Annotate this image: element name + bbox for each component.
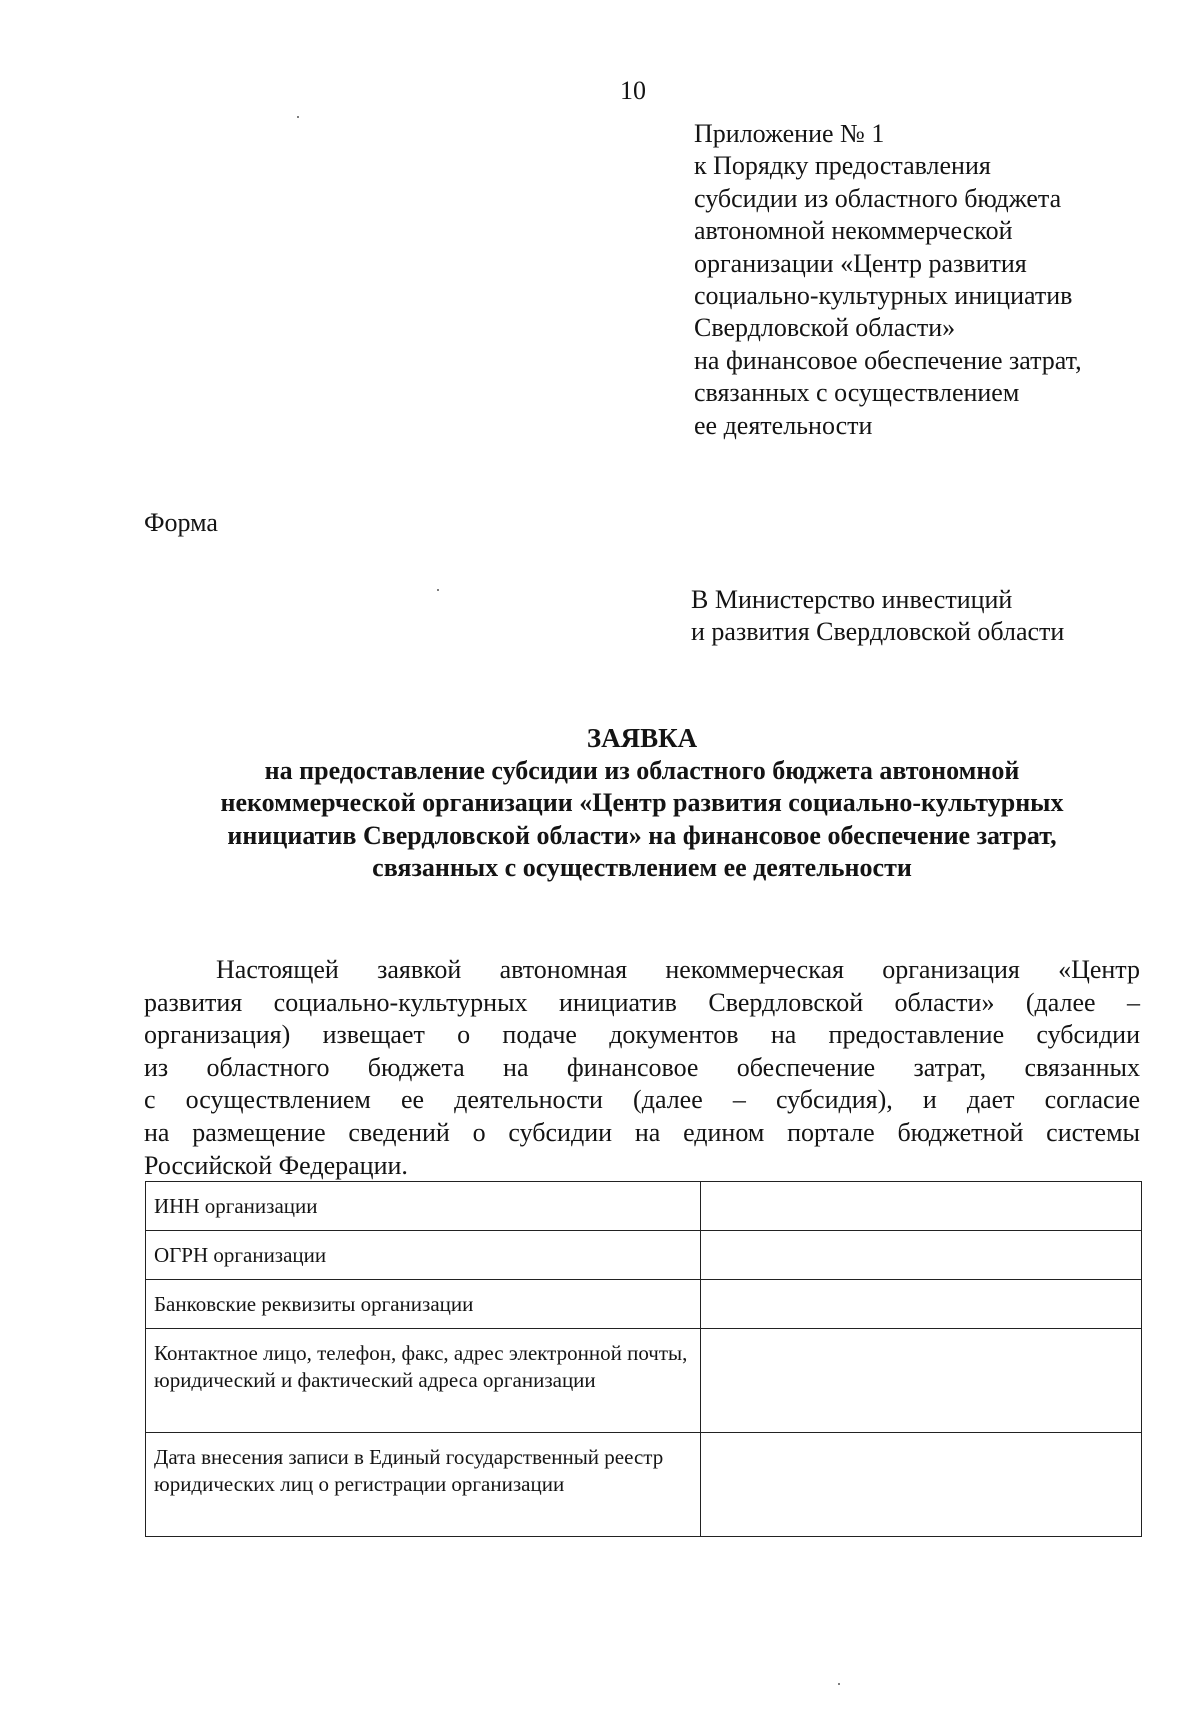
body-line: Настоящей заявкой автономная некоммерческая организация «Центр xyxy=(216,955,1140,984)
row-label: Банковские реквизиты организации xyxy=(146,1280,701,1329)
row-label: ИНН организации xyxy=(146,1182,701,1231)
table-row xyxy=(146,1182,1142,1231)
row-value-field[interactable] xyxy=(701,1182,1142,1231)
scan-speck xyxy=(838,1683,840,1685)
title-line: некоммерческой организации «Центр развития социально-культурных xyxy=(220,788,1064,817)
appendix-line: Свердловской области» xyxy=(694,313,956,343)
body-paragraph xyxy=(144,954,1140,1182)
addressee-line: В Министерство инвестиций xyxy=(691,585,1013,614)
appendix-line: к Порядку предоставления xyxy=(694,151,991,181)
appendix-line: ее деятельности xyxy=(694,410,873,440)
appendix-line: социально-культурных инициатив xyxy=(694,281,1073,311)
scan-speck xyxy=(437,589,439,591)
addressee xyxy=(691,584,1151,648)
body-line: развития социально-культурных инициатив Свердловской области» (далее – xyxy=(144,987,1140,1017)
row-label: ОГРН организации xyxy=(146,1231,701,1280)
title-line: инициатив Свердловской области» на финансовое обеспечение затрат, xyxy=(227,820,1057,850)
appendix-line: Приложение № 1 xyxy=(694,119,885,148)
table-row xyxy=(146,1231,1142,1280)
addressee-line: и развития Свердловской области xyxy=(691,617,1065,646)
table-row xyxy=(146,1329,1142,1433)
title-line: связанных с осуществлением ее деятельности xyxy=(372,853,912,882)
body-line: из областного бюджета на финансовое обеспечение затрат, связанных xyxy=(144,1052,1140,1082)
appendix-line: субсидии из областного бюджета xyxy=(694,183,1062,213)
row-value-field[interactable] xyxy=(701,1329,1142,1433)
form-label: Форма xyxy=(144,508,218,537)
body-line: Российской Федерации. xyxy=(144,1150,408,1180)
body-line: организация) извещает о подаче документов на предоставление субсидии xyxy=(144,1020,1140,1050)
appendix-header xyxy=(694,118,1134,442)
scan-speck xyxy=(297,116,299,118)
body-line: с осуществлением ее деятельности (далее – субсидия), и дает согласие xyxy=(144,1085,1140,1115)
row-value-field[interactable] xyxy=(701,1433,1142,1537)
appendix-line: автономной некоммерческой xyxy=(694,216,1013,246)
row-label: Контактное лицо, телефон, факс, адрес электронной почты, юридический и фактический адреса организации xyxy=(146,1329,701,1433)
row-value-field[interactable] xyxy=(701,1231,1142,1280)
title-line: на предоставление субсидии из областного бюджета автономной xyxy=(264,755,1020,785)
body-line: на размещение сведений о субсидии на едином портале бюджетной системы xyxy=(144,1117,1140,1147)
document-title xyxy=(144,722,1140,885)
title-main: ЗАЯВКА xyxy=(586,723,698,753)
appendix-line: на финансовое обеспечение затрат, xyxy=(694,345,1082,375)
row-label: Дата внесения записи в Единый государственный реестр юридических лиц о регистрации организации xyxy=(146,1433,701,1537)
table-row xyxy=(146,1433,1142,1537)
page-number: 10 xyxy=(620,76,646,105)
row-value-field[interactable] xyxy=(701,1280,1142,1329)
appendix-line: организации «Центр развития xyxy=(694,248,1027,278)
organization-info-table xyxy=(145,1181,1142,1537)
table-row xyxy=(146,1280,1142,1329)
appendix-line: связанных с осуществлением xyxy=(694,378,1020,408)
